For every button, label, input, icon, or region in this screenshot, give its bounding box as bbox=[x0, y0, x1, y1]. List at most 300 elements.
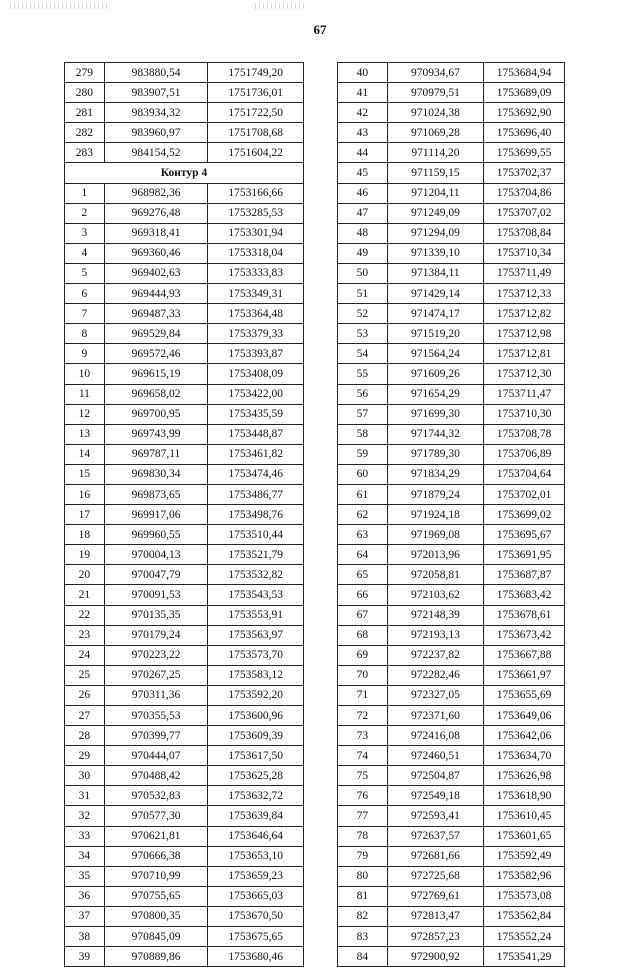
y-coordinate-cell: 1753712,82 bbox=[484, 304, 565, 324]
table-row bbox=[65, 746, 304, 766]
x-coordinate-cell: 971834,29 bbox=[387, 464, 484, 484]
y-coordinate-cell: 1753712,81 bbox=[484, 344, 565, 364]
point-number-cell: 70 bbox=[338, 665, 388, 685]
x-coordinate-cell: 972549,18 bbox=[387, 786, 484, 806]
table-row bbox=[65, 203, 304, 223]
point-number-cell: 41 bbox=[338, 83, 388, 103]
x-coordinate-cell: 971159,15 bbox=[387, 163, 484, 183]
point-number-cell: 49 bbox=[338, 243, 388, 263]
x-coordinate-cell: 970621,81 bbox=[104, 826, 208, 846]
y-coordinate-cell: 1753642,06 bbox=[484, 726, 565, 746]
table-row bbox=[65, 585, 304, 605]
point-number-cell: 23 bbox=[65, 625, 105, 645]
x-coordinate-cell: 970135,35 bbox=[104, 605, 208, 625]
x-coordinate-cell: 972769,61 bbox=[387, 886, 484, 906]
y-coordinate-cell: 1753617,50 bbox=[208, 746, 304, 766]
point-number-cell: 11 bbox=[65, 384, 105, 404]
x-coordinate-cell: 971879,24 bbox=[387, 484, 484, 504]
x-coordinate-cell: 970399,77 bbox=[104, 726, 208, 746]
x-coordinate-cell: 971744,32 bbox=[387, 424, 484, 444]
table-row bbox=[338, 706, 565, 726]
point-number-cell: 53 bbox=[338, 324, 388, 344]
table-row bbox=[338, 806, 565, 826]
table-row bbox=[65, 464, 304, 484]
x-coordinate-cell: 971339,10 bbox=[387, 243, 484, 263]
point-number-cell: 282 bbox=[65, 123, 105, 143]
y-coordinate-cell: 1753691,95 bbox=[484, 545, 565, 565]
table-row bbox=[65, 344, 304, 364]
table-row bbox=[338, 766, 565, 786]
y-coordinate-cell: 1753364,48 bbox=[208, 304, 304, 324]
table-row bbox=[338, 866, 565, 886]
table-row bbox=[65, 927, 304, 947]
x-coordinate-cell: 970179,24 bbox=[104, 625, 208, 645]
y-coordinate-cell: 1751749,20 bbox=[208, 63, 304, 83]
x-coordinate-cell: 971384,11 bbox=[387, 263, 484, 283]
point-number-cell: 63 bbox=[338, 525, 388, 545]
table-row bbox=[65, 83, 304, 103]
y-coordinate-cell: 1753712,30 bbox=[484, 364, 565, 384]
table-row bbox=[338, 585, 565, 605]
y-coordinate-cell: 1753609,39 bbox=[208, 726, 304, 746]
x-coordinate-cell: 971069,28 bbox=[387, 123, 484, 143]
table-row bbox=[338, 384, 565, 404]
x-coordinate-cell: 971294,09 bbox=[387, 223, 484, 243]
x-coordinate-cell: 972282,46 bbox=[387, 665, 484, 685]
table-row bbox=[65, 726, 304, 746]
y-coordinate-cell: 1753712,33 bbox=[484, 284, 565, 304]
x-coordinate-cell: 971474,17 bbox=[387, 304, 484, 324]
point-number-cell: 10 bbox=[65, 364, 105, 384]
point-number-cell: 80 bbox=[338, 866, 388, 886]
point-number-cell: 283 bbox=[65, 143, 105, 163]
y-coordinate-cell: 1753702,37 bbox=[484, 163, 565, 183]
x-coordinate-cell: 969444,93 bbox=[104, 284, 208, 304]
y-coordinate-cell: 1753435,59 bbox=[208, 404, 304, 424]
table-row bbox=[338, 726, 565, 746]
x-coordinate-cell: 971204,11 bbox=[387, 183, 484, 203]
point-number-cell: 64 bbox=[338, 545, 388, 565]
point-number-cell: 21 bbox=[65, 585, 105, 605]
point-number-cell: 31 bbox=[65, 786, 105, 806]
point-number-cell: 8 bbox=[65, 324, 105, 344]
section-header-row bbox=[65, 163, 304, 183]
table-row bbox=[65, 223, 304, 243]
table-row bbox=[338, 826, 565, 846]
table-row bbox=[65, 505, 304, 525]
y-coordinate-cell: 1751722,50 bbox=[208, 103, 304, 123]
y-coordinate-cell: 1753408,09 bbox=[208, 364, 304, 384]
y-coordinate-cell: 1753510,44 bbox=[208, 525, 304, 545]
x-coordinate-cell: 970979,51 bbox=[387, 83, 484, 103]
point-number-cell: 40 bbox=[338, 63, 388, 83]
table-row bbox=[338, 665, 565, 685]
table-row bbox=[65, 826, 304, 846]
point-number-cell: 13 bbox=[65, 424, 105, 444]
y-coordinate-cell: 1753704,64 bbox=[484, 464, 565, 484]
x-coordinate-cell: 969658,02 bbox=[104, 384, 208, 404]
x-coordinate-cell: 983934,32 bbox=[104, 103, 208, 123]
coordinates-table-right bbox=[337, 62, 565, 967]
table-row bbox=[65, 846, 304, 866]
x-coordinate-cell: 972900,92 bbox=[387, 947, 484, 967]
x-coordinate-cell: 983907,51 bbox=[104, 83, 208, 103]
table-row bbox=[65, 404, 304, 424]
point-number-cell: 60 bbox=[338, 464, 388, 484]
x-coordinate-cell: 972327,05 bbox=[387, 685, 484, 705]
table-row bbox=[338, 947, 565, 967]
table-row bbox=[65, 63, 304, 83]
table-row bbox=[65, 243, 304, 263]
y-coordinate-cell: 1753649,06 bbox=[484, 706, 565, 726]
table-row bbox=[65, 645, 304, 665]
coordinates-table-right-body bbox=[338, 63, 565, 967]
table-row bbox=[338, 565, 565, 585]
scan-noise-center bbox=[255, 3, 305, 9]
y-coordinate-cell: 1753702,01 bbox=[484, 484, 565, 504]
point-number-cell: 67 bbox=[338, 605, 388, 625]
y-coordinate-cell: 1753393,87 bbox=[208, 344, 304, 364]
x-coordinate-cell: 972237,82 bbox=[387, 645, 484, 665]
point-number-cell: 81 bbox=[338, 886, 388, 906]
y-coordinate-cell: 1753708,78 bbox=[484, 424, 565, 444]
x-coordinate-cell: 971969,08 bbox=[387, 525, 484, 545]
x-coordinate-cell: 969360,46 bbox=[104, 243, 208, 263]
point-number-cell: 38 bbox=[65, 927, 105, 947]
point-number-cell: 58 bbox=[338, 424, 388, 444]
point-number-cell: 7 bbox=[65, 304, 105, 324]
table-row bbox=[65, 364, 304, 384]
table-row bbox=[338, 284, 565, 304]
point-number-cell: 35 bbox=[65, 866, 105, 886]
table-row bbox=[65, 786, 304, 806]
table-row bbox=[338, 444, 565, 464]
table-row bbox=[338, 324, 565, 344]
y-coordinate-cell: 1751604,22 bbox=[208, 143, 304, 163]
point-number-cell: 3 bbox=[65, 223, 105, 243]
y-coordinate-cell: 1753632,72 bbox=[208, 786, 304, 806]
y-coordinate-cell: 1753704,86 bbox=[484, 183, 565, 203]
table-row bbox=[65, 525, 304, 545]
x-coordinate-cell: 970710,99 bbox=[104, 866, 208, 886]
point-number-cell: 45 bbox=[338, 163, 388, 183]
table-row bbox=[338, 183, 565, 203]
table-row bbox=[65, 866, 304, 886]
x-coordinate-cell: 972013,96 bbox=[387, 545, 484, 565]
table-row bbox=[65, 886, 304, 906]
x-coordinate-cell: 970004,13 bbox=[104, 545, 208, 565]
table-row bbox=[338, 304, 565, 324]
y-coordinate-cell: 1753683,42 bbox=[484, 585, 565, 605]
y-coordinate-cell: 1753166,66 bbox=[208, 183, 304, 203]
point-number-cell: 66 bbox=[338, 585, 388, 605]
point-number-cell: 54 bbox=[338, 344, 388, 364]
table-row bbox=[338, 143, 565, 163]
y-coordinate-cell: 1753285,53 bbox=[208, 203, 304, 223]
table-row bbox=[65, 545, 304, 565]
table-row bbox=[65, 263, 304, 283]
table-row bbox=[65, 665, 304, 685]
table-row bbox=[65, 103, 304, 123]
point-number-cell: 62 bbox=[338, 505, 388, 525]
x-coordinate-cell: 972103,62 bbox=[387, 585, 484, 605]
point-number-cell: 6 bbox=[65, 284, 105, 304]
table-row bbox=[65, 685, 304, 705]
y-coordinate-cell: 1753689,09 bbox=[484, 83, 565, 103]
x-coordinate-cell: 971924,18 bbox=[387, 505, 484, 525]
table-row bbox=[338, 625, 565, 645]
x-coordinate-cell: 972416,08 bbox=[387, 726, 484, 746]
x-coordinate-cell: 969700,95 bbox=[104, 404, 208, 424]
point-number-cell: 52 bbox=[338, 304, 388, 324]
point-number-cell: 4 bbox=[65, 243, 105, 263]
x-coordinate-cell: 971429,14 bbox=[387, 284, 484, 304]
y-coordinate-cell: 1753673,42 bbox=[484, 625, 565, 645]
y-coordinate-cell: 1753706,89 bbox=[484, 444, 565, 464]
x-coordinate-cell: 969276,48 bbox=[104, 203, 208, 223]
y-coordinate-cell: 1753552,24 bbox=[484, 927, 565, 947]
y-coordinate-cell: 1753653,10 bbox=[208, 846, 304, 866]
x-coordinate-cell: 969960,55 bbox=[104, 525, 208, 545]
y-coordinate-cell: 1753708,84 bbox=[484, 223, 565, 243]
y-coordinate-cell: 1753573,08 bbox=[484, 886, 565, 906]
x-coordinate-cell: 970845,09 bbox=[104, 927, 208, 947]
x-coordinate-cell: 971024,38 bbox=[387, 103, 484, 123]
table-row bbox=[65, 625, 304, 645]
y-coordinate-cell: 1753563,97 bbox=[208, 625, 304, 645]
table-row bbox=[338, 846, 565, 866]
table-row bbox=[338, 685, 565, 705]
point-number-cell: 37 bbox=[65, 906, 105, 926]
y-coordinate-cell: 1753699,55 bbox=[484, 143, 565, 163]
y-coordinate-cell: 1753583,12 bbox=[208, 665, 304, 685]
table-row bbox=[65, 384, 304, 404]
x-coordinate-cell: 970223,22 bbox=[104, 645, 208, 665]
point-number-cell: 28 bbox=[65, 726, 105, 746]
point-number-cell: 51 bbox=[338, 284, 388, 304]
y-coordinate-cell: 1753301,94 bbox=[208, 223, 304, 243]
point-number-cell: 22 bbox=[65, 605, 105, 625]
point-number-cell: 9 bbox=[65, 344, 105, 364]
y-coordinate-cell: 1753687,87 bbox=[484, 565, 565, 585]
y-coordinate-cell: 1753318,04 bbox=[208, 243, 304, 263]
x-coordinate-cell: 971609,26 bbox=[387, 364, 484, 384]
point-number-cell: 1 bbox=[65, 183, 105, 203]
x-coordinate-cell: 971519,20 bbox=[387, 324, 484, 344]
table-row bbox=[338, 605, 565, 625]
y-coordinate-cell: 1753592,49 bbox=[484, 846, 565, 866]
table-row bbox=[65, 304, 304, 324]
section-header: Контур 4 bbox=[65, 163, 304, 183]
scan-noise-left bbox=[10, 3, 110, 9]
point-number-cell: 32 bbox=[65, 806, 105, 826]
point-number-cell: 39 bbox=[65, 947, 105, 967]
x-coordinate-cell: 969615,19 bbox=[104, 364, 208, 384]
y-coordinate-cell: 1753659,23 bbox=[208, 866, 304, 886]
x-coordinate-cell: 970934,67 bbox=[387, 63, 484, 83]
x-coordinate-cell: 969787,11 bbox=[104, 444, 208, 464]
y-coordinate-cell: 1753448,87 bbox=[208, 424, 304, 444]
y-coordinate-cell: 1753553,91 bbox=[208, 605, 304, 625]
point-number-cell: 82 bbox=[338, 906, 388, 926]
table-row bbox=[65, 123, 304, 143]
point-number-cell: 5 bbox=[65, 263, 105, 283]
y-coordinate-cell: 1753582,96 bbox=[484, 866, 565, 886]
y-coordinate-cell: 1753600,96 bbox=[208, 706, 304, 726]
table-row bbox=[65, 565, 304, 585]
point-number-cell: 20 bbox=[65, 565, 105, 585]
point-number-cell: 25 bbox=[65, 665, 105, 685]
y-coordinate-cell: 1753543,53 bbox=[208, 585, 304, 605]
x-coordinate-cell: 971114,20 bbox=[387, 143, 484, 163]
y-coordinate-cell: 1753711,49 bbox=[484, 263, 565, 283]
y-coordinate-cell: 1753626,98 bbox=[484, 766, 565, 786]
table-row bbox=[65, 806, 304, 826]
table-row bbox=[338, 746, 565, 766]
y-coordinate-cell: 1753696,40 bbox=[484, 123, 565, 143]
point-number-cell: 12 bbox=[65, 404, 105, 424]
point-number-cell: 72 bbox=[338, 706, 388, 726]
y-coordinate-cell: 1753665,03 bbox=[208, 886, 304, 906]
point-number-cell: 68 bbox=[338, 625, 388, 645]
point-number-cell: 47 bbox=[338, 203, 388, 223]
point-number-cell: 73 bbox=[338, 726, 388, 746]
point-number-cell: 78 bbox=[338, 826, 388, 846]
y-coordinate-cell: 1753422,00 bbox=[208, 384, 304, 404]
point-number-cell: 50 bbox=[338, 263, 388, 283]
point-number-cell: 57 bbox=[338, 404, 388, 424]
y-coordinate-cell: 1751736,01 bbox=[208, 83, 304, 103]
point-number-cell: 281 bbox=[65, 103, 105, 123]
point-number-cell: 19 bbox=[65, 545, 105, 565]
point-number-cell: 76 bbox=[338, 786, 388, 806]
y-coordinate-cell: 1753521,79 bbox=[208, 545, 304, 565]
point-number-cell: 46 bbox=[338, 183, 388, 203]
y-coordinate-cell: 1753379,33 bbox=[208, 324, 304, 344]
y-coordinate-cell: 1753710,30 bbox=[484, 404, 565, 424]
y-coordinate-cell: 1753699,02 bbox=[484, 505, 565, 525]
point-number-cell: 14 bbox=[65, 444, 105, 464]
point-number-cell: 15 bbox=[65, 464, 105, 484]
y-coordinate-cell: 1753670,50 bbox=[208, 906, 304, 926]
point-number-cell: 83 bbox=[338, 927, 388, 947]
y-coordinate-cell: 1753333,83 bbox=[208, 263, 304, 283]
point-number-cell: 75 bbox=[338, 766, 388, 786]
y-coordinate-cell: 1753695,67 bbox=[484, 525, 565, 545]
y-coordinate-cell: 1753667,88 bbox=[484, 645, 565, 665]
x-coordinate-cell: 970800,35 bbox=[104, 906, 208, 926]
point-number-cell: 77 bbox=[338, 806, 388, 826]
point-number-cell: 24 bbox=[65, 645, 105, 665]
point-number-cell: 61 bbox=[338, 484, 388, 504]
table-row bbox=[338, 484, 565, 504]
x-coordinate-cell: 968982,36 bbox=[104, 183, 208, 203]
point-number-cell: 74 bbox=[338, 746, 388, 766]
point-number-cell: 42 bbox=[338, 103, 388, 123]
x-coordinate-cell: 971789,30 bbox=[387, 444, 484, 464]
x-coordinate-cell: 969830,34 bbox=[104, 464, 208, 484]
x-coordinate-cell: 969487,33 bbox=[104, 304, 208, 324]
y-coordinate-cell: 1753573,70 bbox=[208, 645, 304, 665]
table-row bbox=[65, 324, 304, 344]
point-number-cell: 56 bbox=[338, 384, 388, 404]
y-coordinate-cell: 1753684,94 bbox=[484, 63, 565, 83]
y-coordinate-cell: 1753498,76 bbox=[208, 505, 304, 525]
x-coordinate-cell: 972504,87 bbox=[387, 766, 484, 786]
x-coordinate-cell: 972058,81 bbox=[387, 565, 484, 585]
y-coordinate-cell: 1753675,65 bbox=[208, 927, 304, 947]
point-number-cell: 279 bbox=[65, 63, 105, 83]
point-number-cell: 33 bbox=[65, 826, 105, 846]
x-coordinate-cell: 970311,36 bbox=[104, 685, 208, 705]
table-row bbox=[338, 786, 565, 806]
x-coordinate-cell: 971699,30 bbox=[387, 404, 484, 424]
point-number-cell: 27 bbox=[65, 706, 105, 726]
x-coordinate-cell: 972857,23 bbox=[387, 927, 484, 947]
x-coordinate-cell: 970666,38 bbox=[104, 846, 208, 866]
x-coordinate-cell: 970355,53 bbox=[104, 706, 208, 726]
point-number-cell: 48 bbox=[338, 223, 388, 243]
point-number-cell: 55 bbox=[338, 364, 388, 384]
table-row bbox=[65, 605, 304, 625]
table-row bbox=[338, 364, 565, 384]
point-number-cell: 44 bbox=[338, 143, 388, 163]
table-row bbox=[65, 766, 304, 786]
table-row bbox=[338, 464, 565, 484]
y-coordinate-cell: 1753655,69 bbox=[484, 685, 565, 705]
y-coordinate-cell: 1753692,90 bbox=[484, 103, 565, 123]
table-row bbox=[338, 886, 565, 906]
x-coordinate-cell: 969917,06 bbox=[104, 505, 208, 525]
y-coordinate-cell: 1751708,68 bbox=[208, 123, 304, 143]
point-number-cell: 36 bbox=[65, 886, 105, 906]
table-row bbox=[338, 906, 565, 926]
table-row bbox=[338, 545, 565, 565]
table-row bbox=[65, 444, 304, 464]
table-row bbox=[65, 906, 304, 926]
table-row bbox=[338, 103, 565, 123]
table-row bbox=[338, 645, 565, 665]
point-number-cell: 43 bbox=[338, 123, 388, 143]
table-row bbox=[338, 123, 565, 143]
point-number-cell: 69 bbox=[338, 645, 388, 665]
x-coordinate-cell: 972148,39 bbox=[387, 605, 484, 625]
x-coordinate-cell: 972593,41 bbox=[387, 806, 484, 826]
x-coordinate-cell: 970577,30 bbox=[104, 806, 208, 826]
y-coordinate-cell: 1753711,47 bbox=[484, 384, 565, 404]
y-coordinate-cell: 1753592,20 bbox=[208, 685, 304, 705]
coordinates-table-left bbox=[64, 62, 304, 967]
x-coordinate-cell: 970488,42 bbox=[104, 766, 208, 786]
point-number-cell: 26 bbox=[65, 685, 105, 705]
table-row bbox=[338, 424, 565, 444]
y-coordinate-cell: 1753680,46 bbox=[208, 947, 304, 967]
table-row bbox=[65, 284, 304, 304]
y-coordinate-cell: 1753461,82 bbox=[208, 444, 304, 464]
x-coordinate-cell: 984154,52 bbox=[104, 143, 208, 163]
table-row bbox=[338, 505, 565, 525]
y-coordinate-cell: 1753541,29 bbox=[484, 947, 565, 967]
y-coordinate-cell: 1753710,34 bbox=[484, 243, 565, 263]
x-coordinate-cell: 970755,65 bbox=[104, 886, 208, 906]
y-coordinate-cell: 1753634,70 bbox=[484, 746, 565, 766]
y-coordinate-cell: 1753601,65 bbox=[484, 826, 565, 846]
x-coordinate-cell: 969402,63 bbox=[104, 263, 208, 283]
point-number-cell: 29 bbox=[65, 746, 105, 766]
x-coordinate-cell: 971564,24 bbox=[387, 344, 484, 364]
table-row bbox=[65, 706, 304, 726]
table-row bbox=[338, 83, 565, 103]
